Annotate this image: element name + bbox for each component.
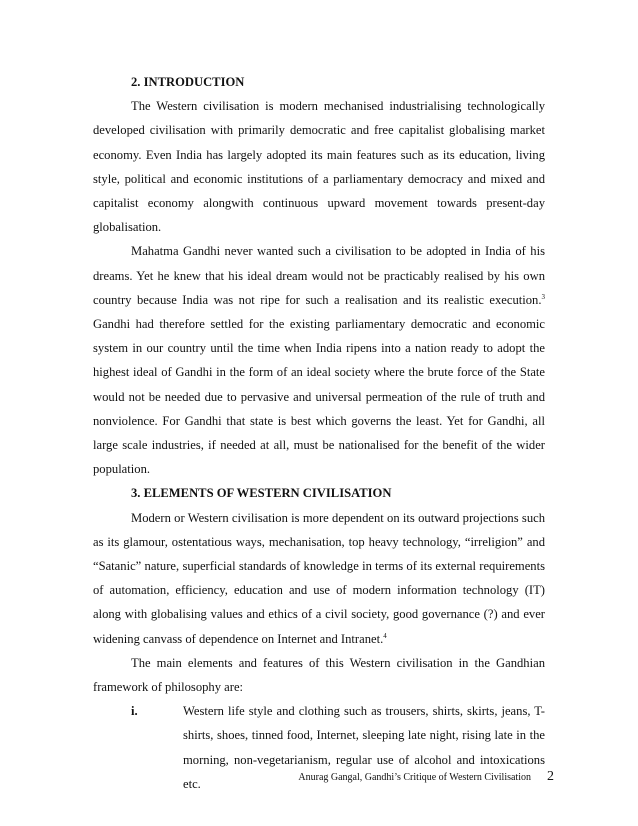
footnote-ref[interactable]: 4 [383,631,387,640]
paragraph [93,506,545,651]
page-number: 2 [547,769,554,784]
footnote-ref[interactable]: 3 [541,292,545,301]
paragraph: The main elements and features of this Western civilisation in the Gandhian framework of philosophy are: [93,655,545,695]
list-marker: i. [131,704,138,719]
section-heading-elements: 3. ELEMENTS OF WESTERN CIVILISATION [131,486,392,501]
paragraph-text: Mahatma Gandhi never wanted such a civilisation to be adopted in India of his dreams. Yet he knew that his ideal dream would not be practicably realised by his own country because India was not ripe for such a realisation and its realistic execution. [93,244,545,307]
page-body [93,70,545,796]
list-item-text: Western life style and clothing such as trousers, shirts, skirts, jeans, T-shirts, shoes, tinned food, Internet, sleeping late night, rising late in the morning, non-vegetarianism, regular use of alcohol and intoxications etc. [183,704,545,791]
paragraph: The Western civilisation is modern mechanised industrialising technologically developed civilisation with primarily democratic and free capitalist globalising market economy. Even India has largely adopted its main features such as its education, living style, political and economic institutions of a parliamentary democracy and mixed and capitalist economy alongwith continuous upward movement towards present-day globalisation. [93,99,545,235]
paragraph-text: Modern or Western civilisation is more dependent on its outward projections such as its glamour, ostentatious ways, mechanisation, top heavy technology, “irreligion” and “Satanic” nature, superficial standards of knowledge in terms of its external requirements of automation, efficiency, education and use of modern information technology (IT) along with globalising values and ethics of a civil society, good governance (?) and ever widening canvass of dependence on Internet and Intranet. [93,510,545,646]
page-footer [298,770,554,785]
running-title: Anurag Gangal, Gandhi’s Critique of Western Civilisation [298,772,531,783]
paragraph [93,239,545,481]
paragraph-text: Gandhi had therefore settled for the existing parliamentary democratic and economic system in our country until the time when India ripens into a nation ready to adopt the highest ideal of Gandhi in the form of an ideal society where the brute force of the State would not be needed due to pervasive and universal permeation of the rule of truth and nonviolence. For Gandhi that state is best which governs the least. Yet for Gandhi, all large scale industries, if needed at all, must be nationalised for the benefit of the wider population. [93,317,545,477]
section-heading-introduction: 2. INTRODUCTION [131,75,245,89]
